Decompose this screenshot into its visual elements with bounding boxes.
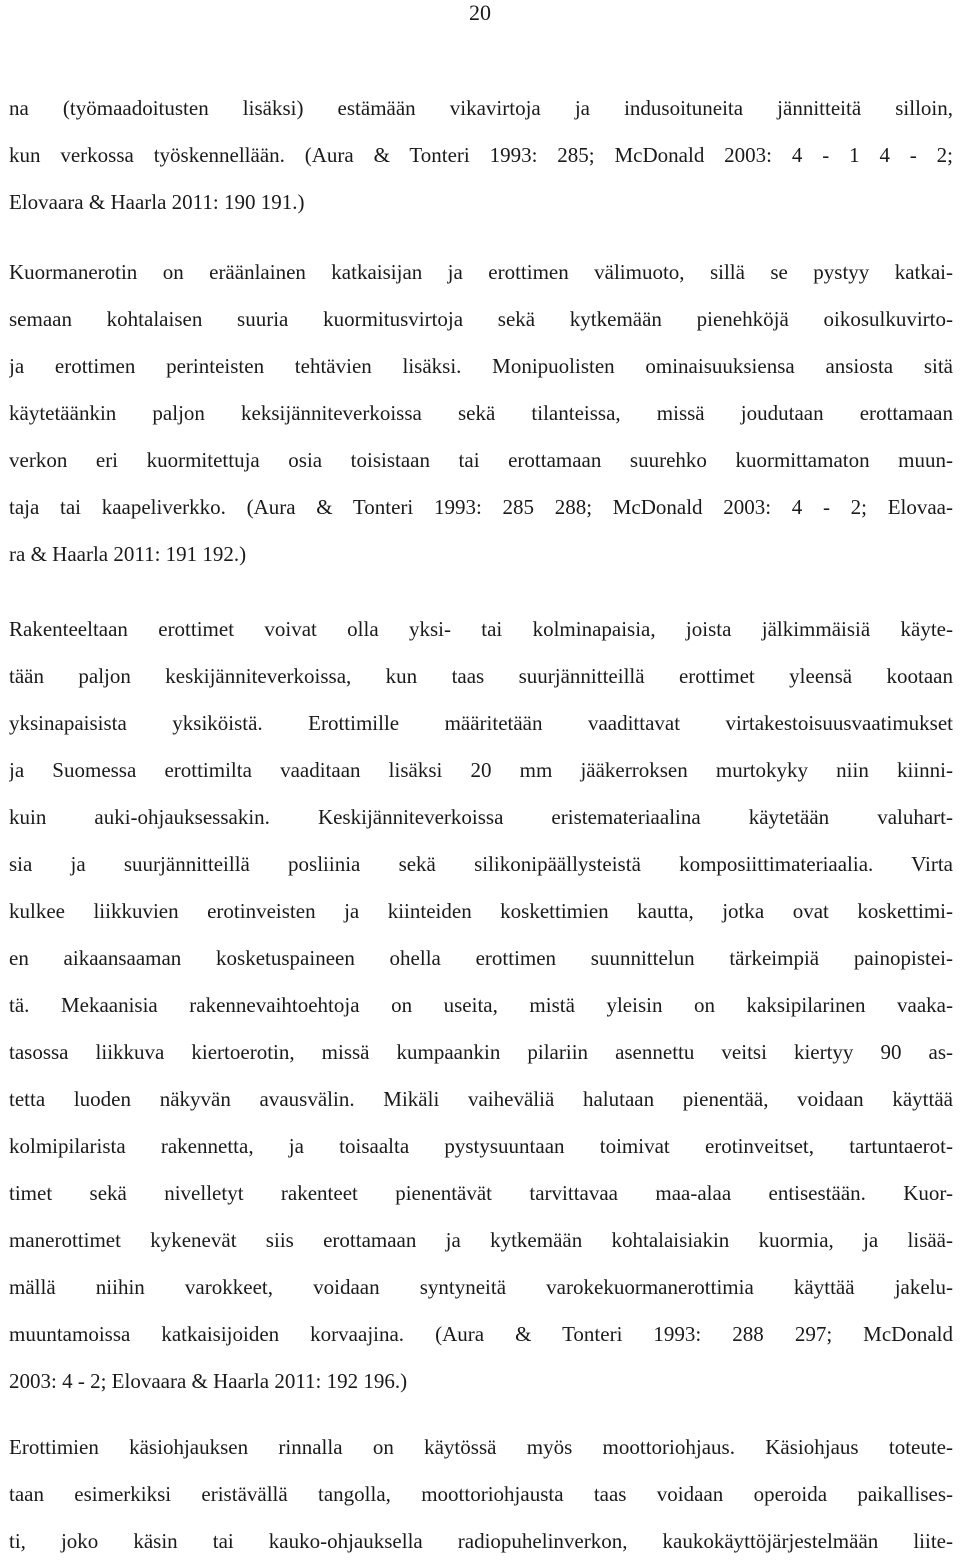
text-line: verkon eri kuormitettuja osia toisistaan tai erottamaan suurehko kuormittamaton muun-: [9, 448, 953, 472]
text-line: tetta luoden näkyvän avausvälin. Mikäli vaiheväliä halutaan pienentää, voidaan käyttää: [9, 1087, 953, 1111]
text-line: timet sekä nivelletyt rakenteet pienentävät tarvittavaa maa-alaa entisestään. Kuor-: [9, 1181, 953, 1205]
text-line: muuntamoissa katkaisijoiden korvaajina. (Aura & Tonteri 1993: 288 297; McDonald: [9, 1322, 953, 1346]
text-line: kolmipilarista rakennetta, ja toisaalta pystysuuntaan toimivat erotinveitset, tartuntaerot-: [9, 1134, 953, 1158]
text-line: ja erottimen perinteisten tehtävien lisäksi. Monipuolisten ominaisuuksiensa ansiosta sitä: [9, 354, 953, 378]
text-line: kulkee liikkuvien erotinveisten ja kiinteiden koskettimien kautta, jotka ovat koskettimi-: [9, 899, 953, 923]
text-line: käytetäänkin paljon keksijänniteverkoissa sekä tilanteissa, missä joudutaan erottamaan: [9, 401, 953, 425]
text-line: kun verkossa työskennellään. (Aura & Tonteri 1993: 285; McDonald 2003: 4 - 1 4 - 2;: [9, 143, 953, 167]
text-line: manerottimet kykenevät siis erottamaan ja kytkemään kohtalaisiakin kuormia, ja lisää-: [9, 1228, 953, 1252]
text-line: kuin auki-ohjauksessakin. Keskijänniteverkoissa eristemateriaalina käytetään valuhart-: [9, 805, 953, 829]
text-line: na (työmaadoitusten lisäksi) estämään vikavirtoja ja indusoituneita jännitteitä silloin,: [9, 96, 953, 120]
text-line: sia ja suurjännitteillä posliinia sekä silikonipäällysteistä komposiittimateriaalia. Virta: [9, 852, 953, 876]
text-line: taja tai kaapeliverkko. (Aura & Tonteri 1993: 285 288; McDonald 2003: 4 - 2; Elovaa-: [9, 495, 953, 519]
text-line: tasossa liikkuva kiertoerotin, missä kumpaankin pilariin asennettu veitsi kiertyy 90 as-: [9, 1040, 953, 1064]
text-line: Kuormanerotin on eräänlainen katkaisijan ja erottimen välimuoto, sillä se pystyy katkai-: [9, 260, 953, 284]
text-line: ti, joko käsin tai kauko-ohjauksella radiopuhelinverkon, kaukokäyttöjärjestelmään liite-: [9, 1529, 953, 1553]
text-line: Rakenteeltaan erottimet voivat olla yksi- tai kolminapaisia, joista jälkimmäisiä käyte-: [9, 617, 953, 641]
text-line: ra & Haarla 2011: 191 192.): [9, 542, 247, 566]
paragraph-1: [9, 85, 953, 226]
text-line: Erottimien käsiohjauksen rinnalla on käytössä myös moottoriohjaus. Käsiohjaus toteute-: [9, 1435, 953, 1459]
text-line: tä. Mekaanisia rakennevaihtoehtoja on useita, mistä yleisin on kaksipilarinen vaaka-: [9, 993, 953, 1017]
text-line: 2003: 4 - 2; Elovaara & Haarla 2011: 192 196.): [9, 1369, 408, 1393]
text-line: ja Suomessa erottimilta vaaditaan lisäksi 20 mm jääkerroksen murtokyky niin kiinni-: [9, 758, 953, 782]
paragraph-2: [9, 249, 953, 578]
paragraph-4: [9, 1424, 953, 1565]
text-line: taan esimerkiksi eristävällä tangolla, moottoriohjausta taas voidaan operoida paikallises-: [9, 1482, 953, 1506]
text-line: yksinapaisista yksiköistä. Erottimille määritetään vaadittavat virtakestoisuusvaatimukset: [9, 711, 953, 735]
page-number: 20: [469, 0, 491, 25]
text-line: tään paljon keskijänniteverkoissa, kun taas suurjännitteillä erottimet yleensä kootaan: [9, 664, 953, 688]
paragraph-3: [9, 606, 953, 1405]
text-line: mällä niihin varokkeet, voidaan syntyneitä varokekuormanerottimia käyttää jakelu-: [9, 1275, 953, 1299]
text-line: en aikaansaaman kosketuspaineen ohella erottimen suunnittelun tärkeimpiä painopistei-: [9, 946, 953, 970]
text-line: Elovaara & Haarla 2011: 190 191.): [9, 190, 305, 214]
text-line: semaan kohtalaisen suuria kuormitusvirtoja sekä kytkemään pienehköjä oikosulkuvirto-: [9, 307, 953, 331]
